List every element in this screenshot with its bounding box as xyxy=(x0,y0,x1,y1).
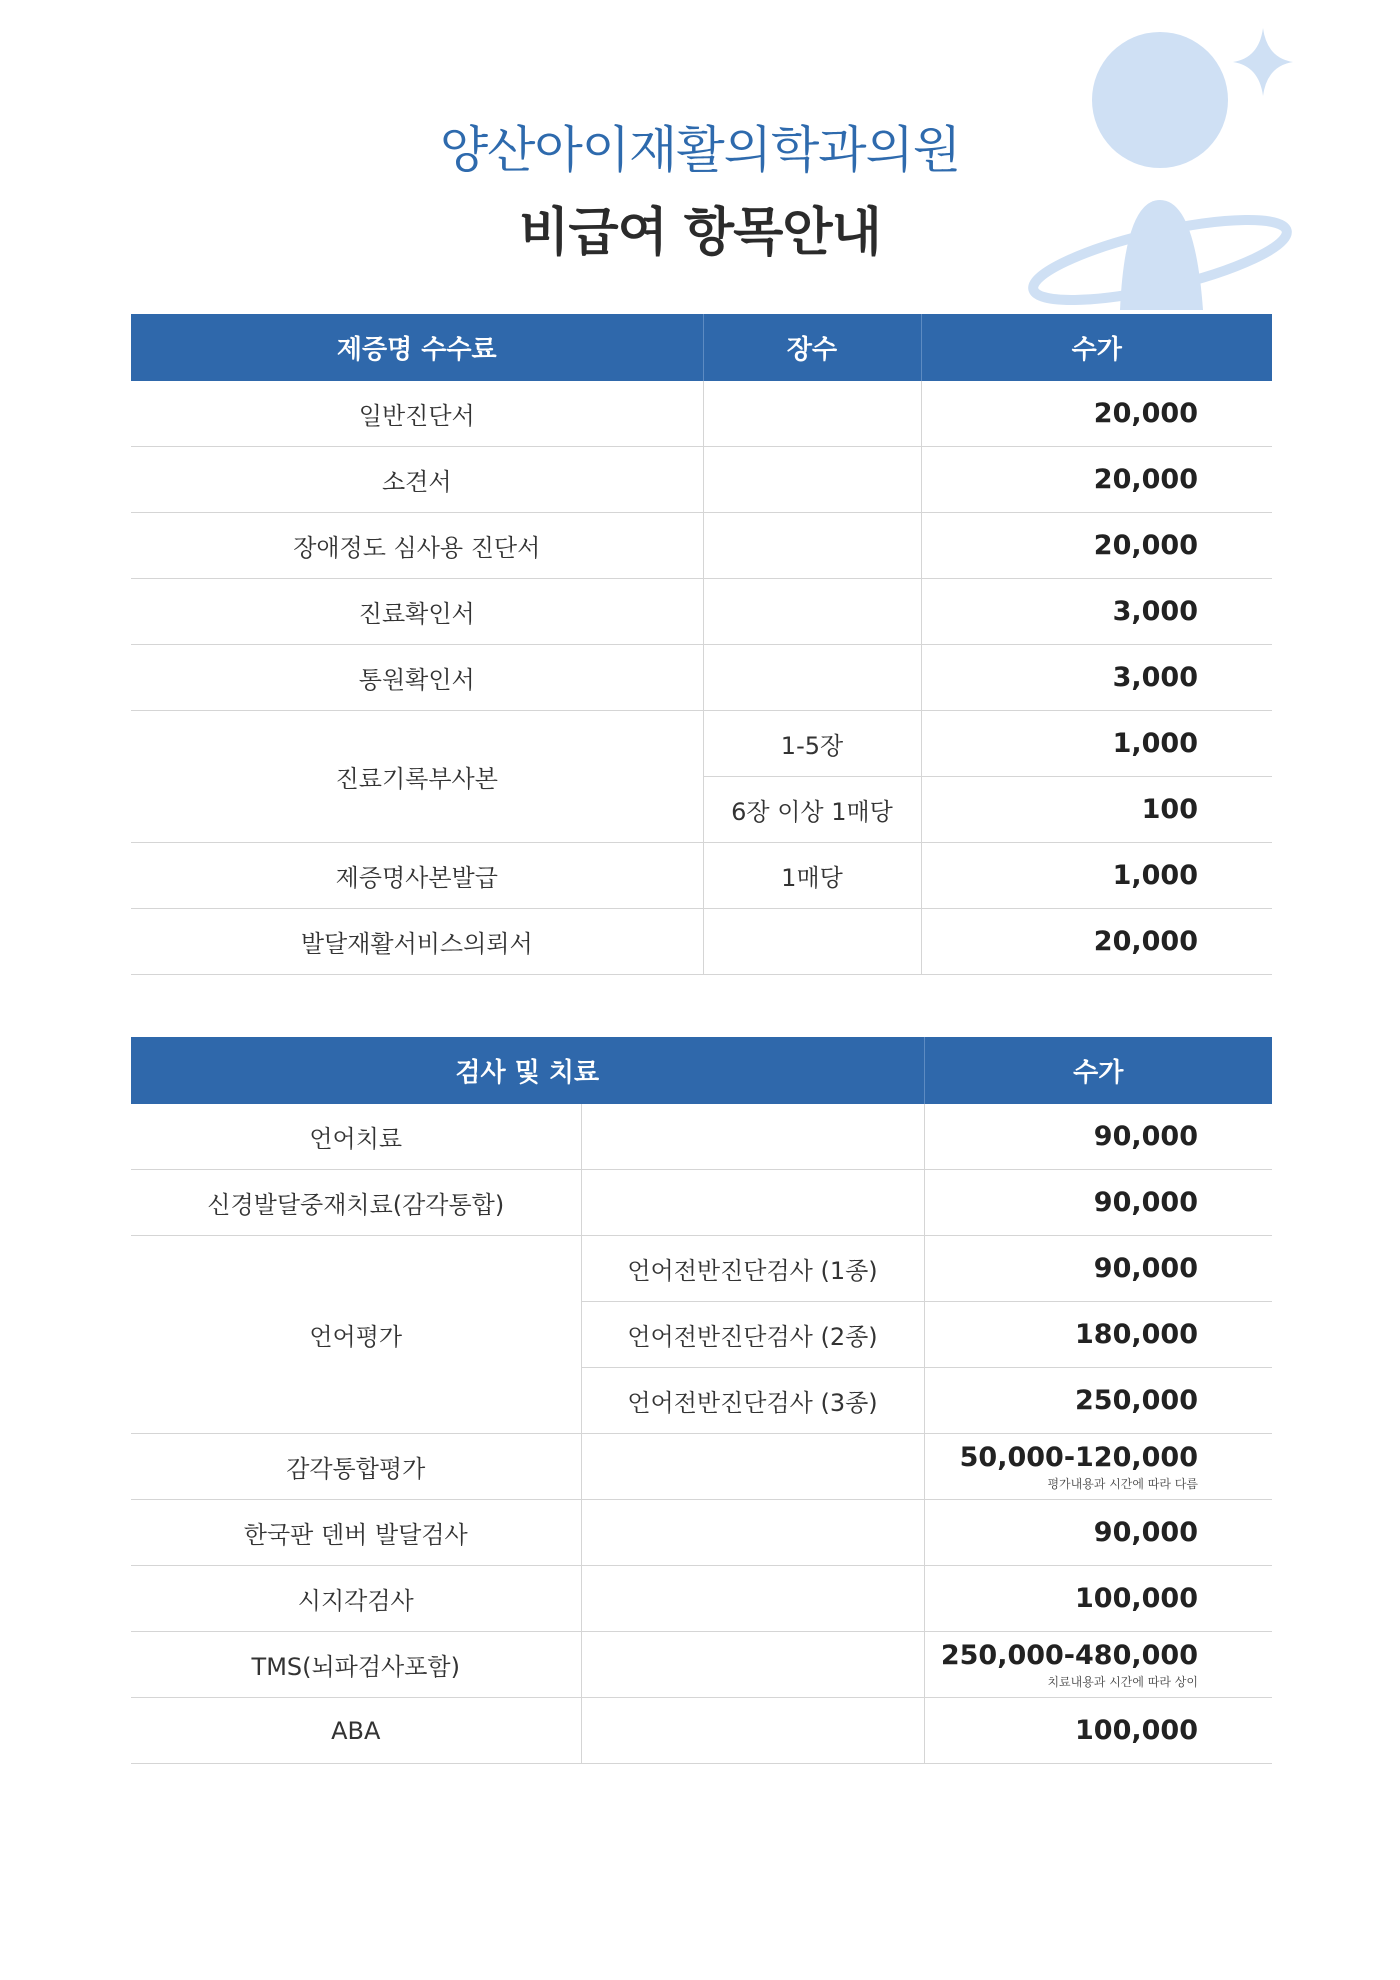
item-price: 250,000 xyxy=(924,1368,1272,1434)
item-name: 일반진단서 xyxy=(131,381,703,447)
column-header: 제증명 수수료 xyxy=(131,314,703,381)
item-name: 장애정도 심사용 진단서 xyxy=(131,513,703,579)
treatment-fee-table xyxy=(131,1037,1272,1764)
table-row xyxy=(131,447,1272,513)
column-header: 수가 xyxy=(921,314,1272,381)
item-price: 20,000 xyxy=(921,513,1272,579)
item-name: 통원확인서 xyxy=(131,645,703,711)
item-name: 소견서 xyxy=(131,447,703,513)
item-price: 3,000 xyxy=(921,579,1272,645)
price-note: 치료내용과 시간에 따라 상이 xyxy=(1047,1674,1198,1689)
item-price: 90,000 xyxy=(924,1104,1272,1170)
item-name: 시지각검사 xyxy=(131,1566,581,1632)
table-row xyxy=(131,1434,1272,1500)
item-price: 180,000 xyxy=(924,1302,1272,1368)
item-price: 3,000 xyxy=(921,645,1272,711)
table-row xyxy=(131,1500,1272,1566)
item-detail: 언어전반진단검사 (2종) xyxy=(581,1302,924,1368)
item-name: 한국판 덴버 발달검사 xyxy=(131,1500,581,1566)
item-price-cell xyxy=(924,1632,1272,1698)
item-name: 신경발달중재치료(감각통합) xyxy=(131,1170,581,1236)
item-detail xyxy=(581,1170,924,1236)
item-price: 1,000 xyxy=(921,843,1272,909)
item-count xyxy=(703,447,921,513)
item-price-cell xyxy=(924,1434,1272,1500)
item-price: 20,000 xyxy=(921,909,1272,975)
table-row xyxy=(131,1170,1272,1236)
column-header: 수가 xyxy=(924,1037,1272,1104)
price-note: 평가내용과 시간에 따라 다름 xyxy=(1047,1476,1198,1491)
item-price: 250,000-480,000 xyxy=(940,1639,1198,1671)
item-price: 100,000 xyxy=(924,1698,1272,1764)
item-name: 제증명사본발급 xyxy=(131,843,703,909)
item-name: 언어치료 xyxy=(131,1104,581,1170)
item-count xyxy=(703,909,921,975)
item-count: 1매당 xyxy=(703,843,921,909)
item-price: 90,000 xyxy=(924,1170,1272,1236)
item-detail: 언어전반진단검사 (3종) xyxy=(581,1368,924,1434)
item-name: 언어평가 xyxy=(131,1236,581,1434)
item-price: 100 xyxy=(921,777,1272,843)
item-name: ABA xyxy=(131,1698,581,1764)
item-count: 6장 이상 1매당 xyxy=(703,777,921,843)
table-row xyxy=(131,513,1272,579)
item-detail xyxy=(581,1566,924,1632)
item-price: 90,000 xyxy=(924,1500,1272,1566)
table-row xyxy=(131,909,1272,975)
table-row xyxy=(131,1698,1272,1764)
item-count xyxy=(703,381,921,447)
item-name: 진료확인서 xyxy=(131,579,703,645)
column-header: 장수 xyxy=(703,314,921,381)
item-name: 진료기록부사본 xyxy=(131,711,703,843)
item-count: 1-5장 xyxy=(703,711,921,777)
table-row xyxy=(131,1236,1272,1302)
item-detail: 언어전반진단검사 (1종) xyxy=(581,1236,924,1302)
table-row xyxy=(131,1632,1272,1698)
item-detail xyxy=(581,1698,924,1764)
item-detail xyxy=(581,1632,924,1698)
clinic-name: 양산아이재활의학과의원 xyxy=(439,121,961,179)
table-row xyxy=(131,711,1272,777)
item-price: 100,000 xyxy=(924,1566,1272,1632)
item-name: 발달재활서비스의뢰서 xyxy=(131,909,703,975)
item-count xyxy=(703,513,921,579)
item-detail xyxy=(581,1104,924,1170)
column-header: 검사 및 치료 xyxy=(131,1037,924,1104)
item-detail xyxy=(581,1434,924,1500)
item-price: 20,000 xyxy=(921,447,1272,513)
item-price: 20,000 xyxy=(921,381,1272,447)
item-detail xyxy=(581,1500,924,1566)
item-count xyxy=(703,579,921,645)
item-name: 감각통합평가 xyxy=(131,1434,581,1500)
page-title: 비급여 항목안내 xyxy=(519,203,881,263)
table-row xyxy=(131,579,1272,645)
item-price: 1,000 xyxy=(921,711,1272,777)
table-row xyxy=(131,381,1272,447)
item-name: TMS(뇌파검사포함) xyxy=(131,1632,581,1698)
table-row xyxy=(131,1104,1272,1170)
table-row xyxy=(131,1566,1272,1632)
item-price: 50,000-120,000 xyxy=(959,1441,1198,1473)
table-row xyxy=(131,843,1272,909)
certificate-fee-table xyxy=(131,314,1272,975)
item-price: 90,000 xyxy=(924,1236,1272,1302)
item-count xyxy=(703,645,921,711)
table-row xyxy=(131,645,1272,711)
